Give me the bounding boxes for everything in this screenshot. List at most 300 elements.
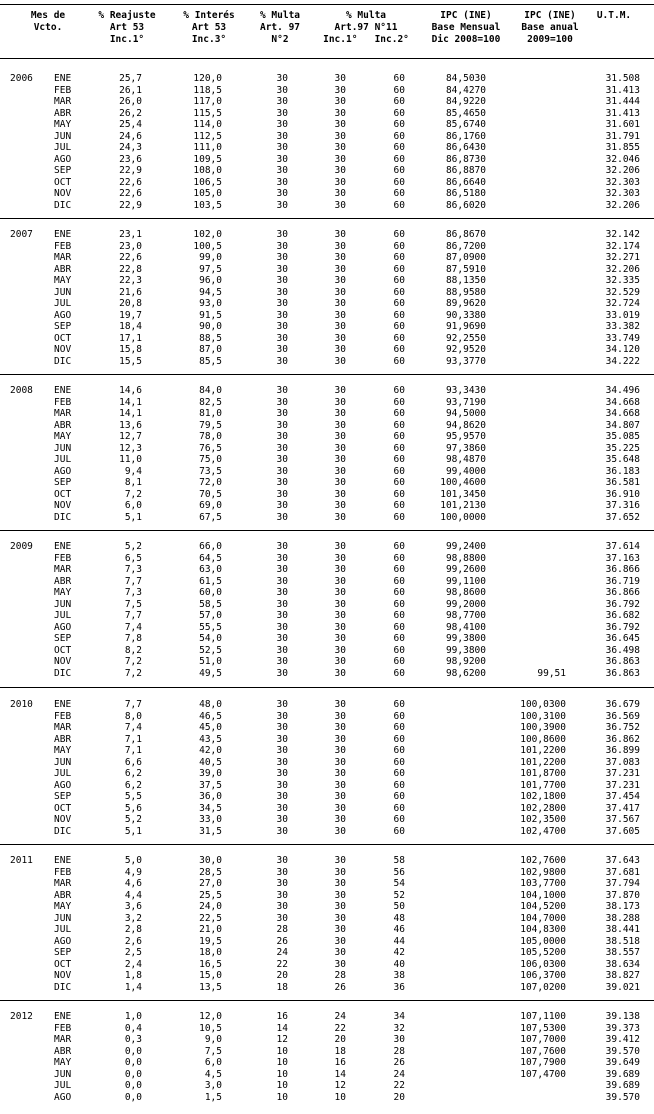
cell-multa-97: 30 [276, 564, 288, 575]
cell-multa-inc2: 60 [393, 465, 405, 477]
cell-ipc-mensual: 101,3450 [440, 488, 486, 500]
year-label: 2012 [10, 1011, 33, 1022]
cell-ipc-anual: 107,0200 [520, 981, 566, 993]
table-row [0, 1034, 654, 1046]
cell-multa-97: 30 [276, 889, 288, 901]
cell-multa-inc2: 60 [393, 419, 405, 431]
cell-interes: 43,5 [199, 733, 222, 745]
cell-reajuste: 22,6 [119, 188, 142, 199]
table-row [0, 1057, 654, 1069]
cell-interes: 90,0 [199, 321, 222, 332]
cell-multa-97: 30 [276, 610, 288, 621]
cell-month: SEP [54, 477, 72, 488]
cell-reajuste: 7,4 [124, 621, 142, 633]
cell-multa-inc2: 60 [393, 633, 405, 644]
cell-ipc-mensual: 85,4650 [445, 107, 486, 119]
cell-month: MAR [54, 96, 72, 107]
cell-multa-inc1: 30 [334, 935, 346, 947]
cell-interes: 37,5 [199, 779, 222, 791]
cell-reajuste: 7,7 [124, 575, 142, 587]
cell-multa-inc2: 60 [393, 165, 405, 176]
cell-interes: 87,0 [199, 344, 222, 355]
cell-multa-97: 30 [276, 240, 288, 252]
cell-multa-inc2: 60 [393, 309, 405, 321]
cell-utm: 36.682 [605, 610, 640, 621]
cell-multa-inc2: 60 [393, 802, 405, 814]
cell-multa-inc2: 60 [393, 745, 405, 756]
cell-month: FEB [54, 710, 72, 722]
cell-multa-inc2: 60 [393, 73, 405, 84]
cell-utm: 33.382 [605, 321, 640, 332]
table-row [0, 878, 654, 890]
cell-utm: 34.120 [605, 344, 640, 355]
table-row [0, 587, 654, 599]
cell-month: FEB [54, 84, 72, 96]
cell-multa-97: 30 [276, 587, 288, 598]
cell-interes: 52,5 [199, 644, 222, 656]
cell-multa-97: 30 [276, 733, 288, 745]
cell-ipc-anual: 99,51 [537, 667, 566, 679]
cell-reajuste: 23,6 [119, 153, 142, 165]
cell-month: MAY [54, 587, 72, 598]
cell-multa-inc1: 20 [334, 1034, 346, 1045]
cell-interes: 76,5 [199, 442, 222, 454]
cell-ipc-mensual: 92,2550 [445, 332, 486, 344]
cell-multa-97: 30 [276, 119, 288, 130]
cell-multa-inc2: 60 [393, 511, 405, 523]
cell-multa-inc1: 30 [334, 408, 346, 419]
cell-reajuste: 24,3 [119, 142, 142, 153]
cell-multa-97: 30 [276, 275, 288, 286]
cell-multa-inc2: 60 [393, 825, 405, 837]
cell-utm: 37.794 [605, 878, 640, 889]
cell-ipc-mensual: 99,3800 [445, 633, 486, 644]
cell-multa-inc1: 30 [334, 722, 346, 733]
cell-ipc-mensual: 94,5000 [445, 408, 486, 419]
table-row [0, 645, 654, 657]
cell-reajuste: 1,8 [124, 970, 142, 981]
cell-multa-97: 30 [276, 814, 288, 825]
cell-reajuste: 2,5 [124, 947, 142, 958]
cell-utm: 36.569 [605, 710, 640, 722]
table-row [0, 633, 654, 645]
cell-month: OCT [54, 488, 72, 500]
cell-multa-inc2: 60 [393, 442, 405, 454]
cell-utm: 36.498 [605, 644, 640, 656]
cell-interes: 96,0 [199, 275, 222, 286]
cell-multa-inc1: 30 [334, 165, 346, 176]
cell-multa-97: 30 [276, 699, 288, 710]
header-ipc-mensual: IPC (INE) Base Mensual Dic 2008=100 [431, 10, 501, 45]
cell-interes: 105,0 [193, 188, 222, 199]
cell-month: JUN [54, 912, 72, 924]
cell-multa-inc1: 30 [334, 733, 346, 745]
cell-month: MAR [54, 408, 72, 419]
cell-utm: 36.862 [605, 733, 640, 745]
cell-multa-inc2: 60 [393, 699, 405, 710]
cell-month: JUL [54, 610, 72, 621]
cell-ipc-anual: 105,0000 [520, 935, 566, 947]
cell-reajuste: 26,2 [119, 107, 142, 119]
table-row [0, 333, 654, 345]
table-row [0, 768, 654, 780]
cell-multa-inc2: 50 [393, 901, 405, 912]
cell-month: OCT [54, 958, 72, 970]
cell-month: MAR [54, 878, 72, 889]
cell-multa-inc1: 30 [334, 912, 346, 924]
table-row [0, 321, 654, 333]
cell-reajuste: 4,9 [124, 866, 142, 878]
cell-multa-inc2: 42 [393, 947, 405, 958]
cell-multa-97: 30 [276, 153, 288, 165]
cell-reajuste: 24,6 [119, 130, 142, 142]
cell-multa-inc1: 30 [334, 610, 346, 621]
cell-utm: 32.335 [605, 275, 640, 286]
cell-utm: 32.206 [605, 263, 640, 275]
cell-reajuste: 6,0 [124, 500, 142, 511]
table-row [0, 722, 654, 734]
cell-multa-97: 30 [276, 901, 288, 912]
cell-multa-inc2: 48 [393, 912, 405, 924]
cell-multa-97: 30 [276, 552, 288, 564]
cell-multa-inc1: 30 [334, 587, 346, 598]
table-row [0, 1092, 654, 1104]
cell-multa-inc1: 26 [334, 981, 346, 993]
cell-multa-inc2: 60 [393, 587, 405, 598]
cell-ipc-anual: 104,5200 [520, 901, 566, 912]
cell-month: JUN [54, 286, 72, 298]
cell-multa-inc2: 24 [393, 1068, 405, 1080]
cell-multa-97: 12 [276, 1034, 288, 1045]
cell-multa-inc2: 60 [393, 96, 405, 107]
cell-utm: 39.138 [605, 1011, 640, 1022]
cell-multa-inc1: 30 [334, 119, 346, 130]
cell-multa-inc2: 60 [393, 176, 405, 188]
header-mes: Mes de Vcto. [30, 10, 66, 33]
cell-multa-97: 30 [276, 442, 288, 454]
table-row [0, 431, 654, 443]
cell-ipc-mensual: 87,0900 [445, 252, 486, 263]
cell-utm: 36.792 [605, 621, 640, 633]
cell-interes: 36,0 [199, 791, 222, 802]
cell-month: AGO [54, 1091, 72, 1103]
cell-multa-inc1: 30 [334, 321, 346, 332]
cell-ipc-mensual: 95,9570 [445, 431, 486, 442]
cell-utm: 36.645 [605, 633, 640, 644]
cell-multa-inc1: 30 [334, 947, 346, 958]
cell-interes: 49,5 [199, 667, 222, 679]
header-top-rule [0, 4, 654, 5]
cell-multa-inc1: 30 [334, 442, 346, 454]
table-row [0, 814, 654, 826]
cell-ipc-mensual: 97,3860 [445, 442, 486, 454]
cell-ipc-anual: 106,0300 [520, 958, 566, 970]
cell-multa-97: 30 [276, 419, 288, 431]
cell-ipc-mensual: 99,2600 [445, 564, 486, 575]
cell-multa-97: 30 [276, 511, 288, 523]
cell-multa-97: 10 [276, 1057, 288, 1068]
cell-reajuste: 22,9 [119, 199, 142, 211]
cell-reajuste: 0,0 [124, 1057, 142, 1068]
table-row [0, 443, 654, 455]
cell-multa-inc1: 30 [334, 901, 346, 912]
table-row [0, 936, 654, 948]
cell-multa-inc1: 30 [334, 344, 346, 355]
table-row [0, 188, 654, 200]
cell-ipc-mensual: 86,1760 [445, 130, 486, 142]
table-row [0, 1069, 654, 1081]
table-row [0, 466, 654, 478]
table-row [0, 610, 654, 622]
cell-reajuste: 14,1 [119, 408, 142, 419]
cell-multa-inc1: 30 [334, 229, 346, 240]
cell-utm: 37.163 [605, 552, 640, 564]
cell-month: DIC [54, 511, 72, 523]
cell-multa-inc2: 58 [393, 855, 405, 866]
table-row [0, 959, 654, 971]
cell-interes: 34,5 [199, 802, 222, 814]
cell-reajuste: 23,0 [119, 240, 142, 252]
cell-multa-inc2: 60 [393, 408, 405, 419]
cell-multa-inc1: 30 [334, 564, 346, 575]
cell-ipc-mensual: 84,4270 [445, 84, 486, 96]
cell-utm: 38.288 [605, 912, 640, 924]
cell-interes: 82,5 [199, 396, 222, 408]
cell-reajuste: 22,9 [119, 165, 142, 176]
cell-month: JUN [54, 1068, 72, 1080]
cell-ipc-mensual: 98,7700 [445, 610, 486, 621]
cell-ipc-mensual: 92,9520 [445, 344, 486, 355]
cell-utm: 34.496 [605, 385, 640, 396]
cell-multa-inc2: 60 [393, 756, 405, 768]
cell-ipc-anual: 101,2200 [520, 756, 566, 768]
cell-multa-inc1: 30 [334, 710, 346, 722]
year-label: 2006 [10, 73, 33, 84]
table-row [0, 385, 654, 397]
cell-month: MAY [54, 119, 72, 130]
cell-utm: 38.634 [605, 958, 640, 970]
table-row [0, 96, 654, 108]
cell-month: ABR [54, 575, 72, 587]
cell-ipc-mensual: 86,7200 [445, 240, 486, 252]
cell-multa-97: 30 [276, 644, 288, 656]
cell-multa-97: 30 [276, 791, 288, 802]
cell-ipc-mensual: 94,8620 [445, 419, 486, 431]
cell-month: MAR [54, 1034, 72, 1045]
cell-multa-inc1: 30 [334, 385, 346, 396]
table-row [0, 500, 654, 512]
cell-utm: 32.206 [605, 199, 640, 211]
cell-month: JUN [54, 598, 72, 610]
cell-multa-inc2: 60 [393, 564, 405, 575]
cell-multa-inc2: 32 [393, 1022, 405, 1034]
year-separator-rule [0, 218, 654, 219]
cell-multa-97: 30 [276, 825, 288, 837]
cell-reajuste: 2,6 [124, 935, 142, 947]
cell-month: AGO [54, 621, 72, 633]
cell-utm: 38.518 [605, 935, 640, 947]
cell-month: NOV [54, 344, 72, 355]
cell-utm: 39.373 [605, 1022, 640, 1034]
cell-reajuste: 8,1 [124, 477, 142, 488]
cell-multa-inc2: 60 [393, 477, 405, 488]
table-row [0, 200, 654, 212]
table-row [0, 791, 654, 803]
cell-month: AGO [54, 935, 72, 947]
cell-reajuste: 22,6 [119, 176, 142, 188]
cell-multa-97: 14 [276, 1022, 288, 1034]
cell-reajuste: 20,8 [119, 298, 142, 309]
cell-ipc-mensual: 87,5910 [445, 263, 486, 275]
cell-multa-inc2: 60 [393, 142, 405, 153]
year-separator-rule [0, 1000, 654, 1001]
cell-multa-inc1: 30 [334, 176, 346, 188]
cell-month: MAY [54, 275, 72, 286]
cell-multa-inc2: 60 [393, 355, 405, 367]
cell-multa-inc2: 44 [393, 935, 405, 947]
cell-multa-97: 30 [276, 779, 288, 791]
cell-ipc-anual: 107,4700 [520, 1068, 566, 1080]
cell-multa-inc2: 60 [393, 733, 405, 745]
cell-interes: 9,0 [204, 1034, 222, 1045]
table-row [0, 165, 654, 177]
cell-reajuste: 14,1 [119, 396, 142, 408]
cell-interes: 33,0 [199, 814, 222, 825]
cell-reajuste: 5,1 [124, 511, 142, 523]
cell-reajuste: 5,0 [124, 855, 142, 866]
cell-multa-inc2: 60 [393, 779, 405, 791]
cell-multa-97: 30 [276, 667, 288, 679]
cell-multa-97: 30 [276, 385, 288, 396]
cell-reajuste: 22,3 [119, 275, 142, 286]
cell-utm: 36.899 [605, 745, 640, 756]
cell-multa-inc1: 30 [334, 355, 346, 367]
cell-ipc-mensual: 86,8730 [445, 153, 486, 165]
cell-month: ABR [54, 733, 72, 745]
cell-multa-97: 30 [276, 84, 288, 96]
cell-month: ABR [54, 1045, 72, 1057]
header-interes: % Interés Art 53 Inc.3° [183, 10, 235, 45]
cell-ipc-anual: 107,7900 [520, 1057, 566, 1068]
table-row [0, 229, 654, 241]
cell-month: JUN [54, 130, 72, 142]
cell-multa-inc2: 60 [393, 768, 405, 779]
cell-reajuste: 6,2 [124, 768, 142, 779]
cell-utm: 33.019 [605, 309, 640, 321]
cell-multa-97: 18 [276, 981, 288, 993]
table-row [0, 512, 654, 524]
cell-utm: 37.231 [605, 779, 640, 791]
table-row [0, 924, 654, 936]
table-row [0, 298, 654, 310]
table-row [0, 1011, 654, 1023]
cell-month: AGO [54, 309, 72, 321]
cell-multa-97: 30 [276, 878, 288, 889]
cell-interes: 78,0 [199, 431, 222, 442]
cell-utm: 32.303 [605, 188, 640, 199]
cell-multa-inc1: 30 [334, 298, 346, 309]
table-row [0, 356, 654, 368]
cell-multa-inc1: 30 [334, 286, 346, 298]
cell-ipc-mensual: 84,9220 [445, 96, 486, 107]
cell-reajuste: 2,8 [124, 924, 142, 935]
cell-ipc-mensual: 98,8800 [445, 552, 486, 564]
cell-reajuste: 7,7 [124, 699, 142, 710]
cell-multa-97: 30 [276, 298, 288, 309]
cell-multa-inc2: 60 [393, 814, 405, 825]
cell-multa-inc1: 30 [334, 465, 346, 477]
cell-interes: 99,0 [199, 252, 222, 263]
cell-month: OCT [54, 176, 72, 188]
cell-interes: 106,5 [193, 176, 222, 188]
cell-reajuste: 7,7 [124, 610, 142, 621]
cell-utm: 37.417 [605, 802, 640, 814]
cell-multa-97: 30 [276, 500, 288, 511]
cell-month: SEP [54, 321, 72, 332]
cell-multa-inc1: 30 [334, 107, 346, 119]
cell-multa-inc2: 60 [393, 321, 405, 332]
cell-multa-inc2: 60 [393, 119, 405, 130]
cell-ipc-mensual: 88,9580 [445, 286, 486, 298]
cell-utm: 35.648 [605, 454, 640, 465]
cell-month: DIC [54, 825, 72, 837]
cell-reajuste: 7,3 [124, 587, 142, 598]
cell-ipc-mensual: 98,8600 [445, 587, 486, 598]
cell-multa-inc2: 60 [393, 667, 405, 679]
cell-multa-97: 10 [276, 1091, 288, 1103]
table-row [0, 855, 654, 867]
cell-reajuste: 22,6 [119, 252, 142, 263]
cell-interes: 39,0 [199, 768, 222, 779]
cell-utm: 32.303 [605, 176, 640, 188]
cell-month: MAY [54, 745, 72, 756]
cell-month: DIC [54, 981, 72, 993]
table-row [0, 711, 654, 723]
cell-interes: 19,5 [199, 935, 222, 947]
cell-interes: 118,5 [193, 84, 222, 96]
cell-month: ABR [54, 889, 72, 901]
cell-multa-inc1: 12 [334, 1080, 346, 1091]
cell-multa-inc1: 30 [334, 814, 346, 825]
cell-month: ENE [54, 385, 72, 396]
cell-ipc-mensual: 93,7190 [445, 396, 486, 408]
cell-reajuste: 7,4 [124, 722, 142, 733]
cell-utm: 37.454 [605, 791, 640, 802]
table-row [0, 890, 654, 902]
cell-reajuste: 4,4 [124, 889, 142, 901]
cell-multa-inc1: 30 [334, 598, 346, 610]
cell-multa-97: 30 [276, 199, 288, 211]
cell-multa-97: 30 [276, 188, 288, 199]
cell-multa-inc2: 34 [393, 1011, 405, 1022]
cell-interes: 84,0 [199, 385, 222, 396]
table-row [0, 982, 654, 994]
cell-multa-97: 30 [276, 252, 288, 263]
cell-ipc-mensual: 100,4600 [440, 477, 486, 488]
cell-reajuste: 0,0 [124, 1091, 142, 1103]
cell-multa-inc2: 60 [393, 656, 405, 667]
cell-ipc-mensual: 89,9620 [445, 298, 486, 309]
cell-interes: 85,5 [199, 355, 222, 367]
cell-multa-inc1: 30 [334, 454, 346, 465]
cell-interes: 102,0 [193, 229, 222, 240]
cell-interes: 70,5 [199, 488, 222, 500]
cell-multa-inc2: 20 [393, 1091, 405, 1103]
cell-interes: 88,5 [199, 332, 222, 344]
table-row [0, 264, 654, 276]
cell-utm: 37.231 [605, 768, 640, 779]
cell-month: AGO [54, 153, 72, 165]
